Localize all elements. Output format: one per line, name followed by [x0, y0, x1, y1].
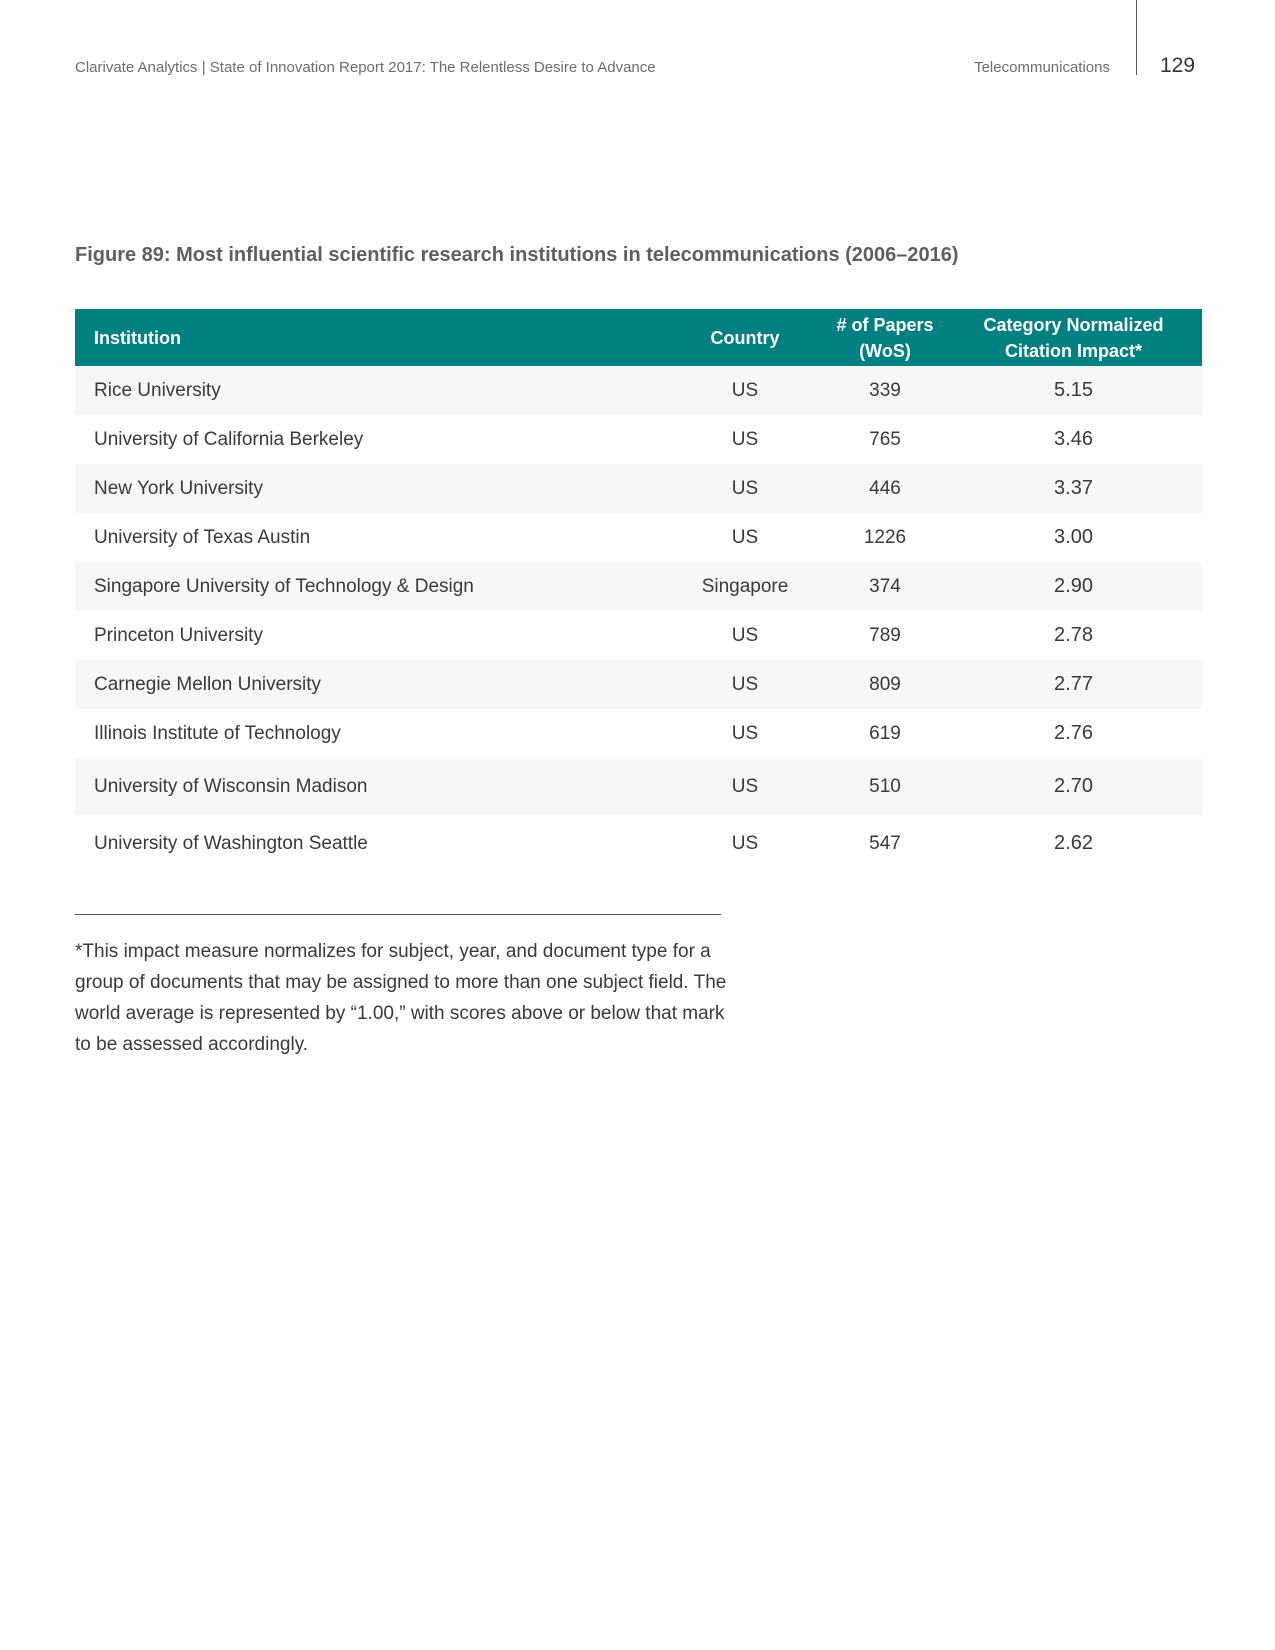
header-papers-line2: (WoS) — [859, 340, 911, 361]
institutions-table — [75, 309, 1202, 872]
header-country: Country — [665, 309, 825, 366]
table-row — [75, 758, 1202, 815]
cell-impact: 2.90 — [945, 562, 1202, 611]
cell-impact: 3.00 — [945, 513, 1202, 562]
header-institution: Institution — [75, 309, 665, 366]
cell-country: US — [665, 709, 825, 758]
table-row — [75, 709, 1202, 758]
header-impact-line2: Citation Impact* — [1004, 340, 1142, 361]
table-row — [75, 366, 1202, 415]
table-row — [75, 415, 1202, 464]
cell-institution: University of California Berkeley — [75, 415, 665, 464]
cell-impact: 2.77 — [945, 660, 1202, 709]
table-header-row — [75, 309, 1202, 366]
cell-country: US — [665, 815, 825, 872]
cell-impact: 3.37 — [945, 464, 1202, 513]
cell-institution: Rice University — [75, 366, 665, 415]
table-row — [75, 611, 1202, 660]
table-row — [75, 660, 1202, 709]
cell-papers: 374 — [825, 562, 945, 611]
header-divider — [1136, 0, 1137, 75]
figure-title: Figure 89: Most influential scientific research institutions in telecommunications (2006–2016) — [75, 244, 959, 266]
table-row — [75, 562, 1202, 611]
header-papers — [825, 309, 945, 366]
cell-papers: 789 — [825, 611, 945, 660]
cell-papers: 809 — [825, 660, 945, 709]
cell-impact: 2.70 — [945, 758, 1202, 815]
cell-institution: New York University — [75, 464, 665, 513]
cell-impact: 2.78 — [945, 611, 1202, 660]
cell-country: US — [665, 758, 825, 815]
cell-institution: University of Washington Seattle — [75, 815, 665, 872]
cell-papers: 765 — [825, 415, 945, 464]
cell-country: US — [665, 611, 825, 660]
page-number: 129 — [1160, 54, 1196, 77]
cell-impact: 5.15 — [945, 366, 1202, 415]
cell-institution: Carnegie Mellon University — [75, 660, 665, 709]
header-impact — [945, 309, 1202, 366]
header-impact-line1: Category Normalized — [983, 314, 1164, 335]
cell-country: US — [665, 464, 825, 513]
cell-impact: 3.46 — [945, 415, 1202, 464]
cell-papers: 446 — [825, 464, 945, 513]
cell-country: Singapore — [665, 562, 825, 611]
cell-papers: 510 — [825, 758, 945, 815]
table-row — [75, 815, 1202, 872]
cell-institution: Singapore University of Technology & Design — [75, 562, 665, 611]
cell-country: US — [665, 415, 825, 464]
cell-papers: 1226 — [825, 513, 945, 562]
cell-institution: Illinois Institute of Technology — [75, 709, 665, 758]
section-name: Telecommunications — [974, 59, 1110, 76]
cell-institution: Princeton University — [75, 611, 665, 660]
cell-papers: 547 — [825, 815, 945, 872]
cell-country: US — [665, 513, 825, 562]
footnote-divider — [75, 914, 721, 915]
table-row — [75, 464, 1202, 513]
cell-institution: University of Wisconsin Madison — [75, 758, 665, 815]
cell-papers: 619 — [825, 709, 945, 758]
header-papers-line1: # of Papers — [836, 314, 934, 335]
footnote: *This impact measure normalizes for subject, year, and document type for a group of documents that may be assigned to more than one subject field. The world average is represented by “1.00,” with scores above or below that mark to be assessed accordingly. — [75, 941, 727, 1055]
cell-country: US — [665, 660, 825, 709]
cell-impact: 2.76 — [945, 709, 1202, 758]
cell-institution: University of Texas Austin — [75, 513, 665, 562]
table-row — [75, 513, 1202, 562]
cell-country: US — [665, 366, 825, 415]
cell-papers: 339 — [825, 366, 945, 415]
cell-impact: 2.62 — [945, 815, 1202, 872]
report-title: Clarivate Analytics | State of Innovation Report 2017: The Relentless Desire to Advance — [75, 59, 656, 76]
